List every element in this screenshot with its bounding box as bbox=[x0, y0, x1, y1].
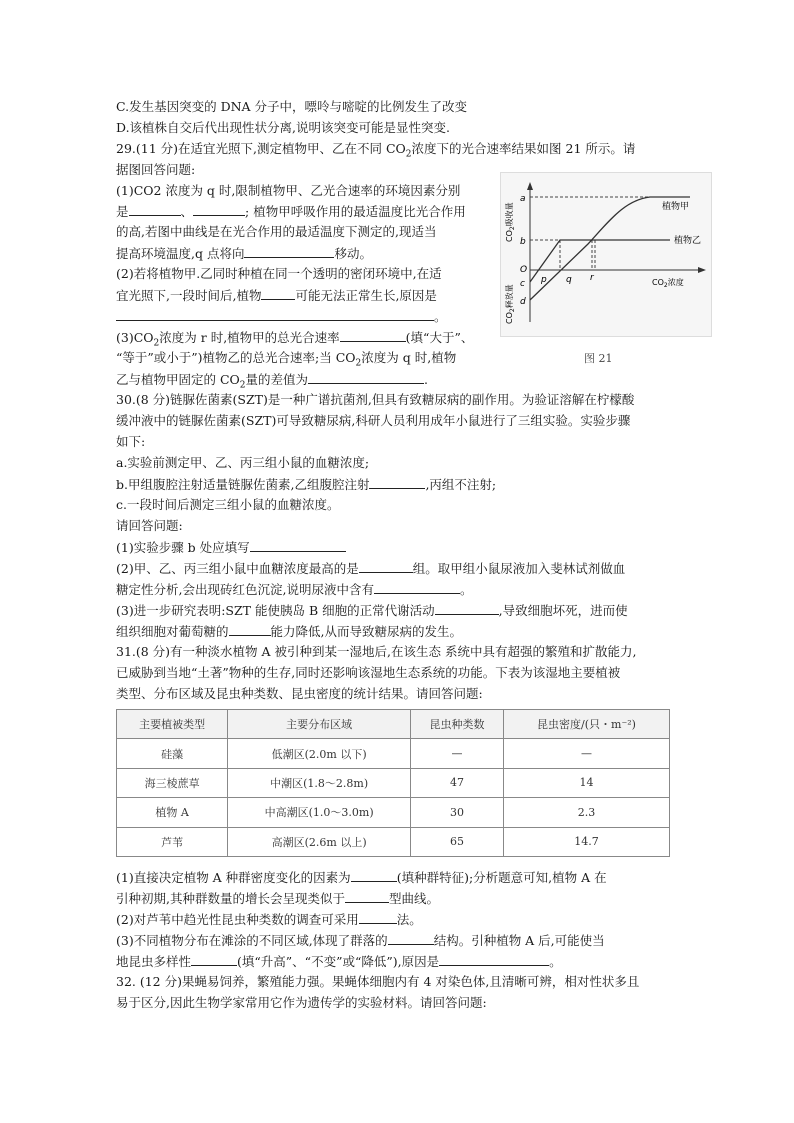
q31-3-line2 bbox=[116, 952, 562, 971]
q30-step-c bbox=[116, 496, 339, 514]
y-axis-bottom-label: CO bbox=[505, 312, 514, 324]
text: 提高环境温度,q 点将向 bbox=[116, 246, 245, 261]
subscript: 2 bbox=[153, 338, 160, 349]
x-axis-label: CO bbox=[652, 278, 664, 287]
text: 地昆虫多样性 bbox=[116, 954, 192, 969]
q32-line2 bbox=[116, 994, 487, 1012]
q30-step-a bbox=[116, 454, 369, 472]
text: ,丙组不注射; bbox=[425, 477, 497, 492]
q30-line2 bbox=[116, 412, 630, 430]
answer-blank[interactable] bbox=[435, 601, 499, 615]
answer-blank[interactable] bbox=[340, 328, 406, 342]
text: 浓度为 q 时,植物 bbox=[361, 350, 457, 365]
label-b: b bbox=[520, 237, 526, 247]
table-cell: 47 bbox=[410, 768, 503, 797]
text: (1)直接决定植物 A 种群密度变化的因素为 bbox=[116, 870, 351, 885]
text: “等于”或小于”)植物乙的总光合速率;当 CO bbox=[116, 350, 356, 365]
table-cell: 植物 A bbox=[117, 798, 228, 827]
label-o: O bbox=[520, 265, 528, 275]
table-cell: — bbox=[410, 739, 503, 768]
answer-blank[interactable] bbox=[229, 622, 271, 636]
answer-blank[interactable] bbox=[261, 286, 295, 300]
text: (1)CO2 浓度为 q 时,限制植物甲、乙光合速率的环境因素分别 bbox=[116, 183, 461, 198]
q30-step-b bbox=[116, 475, 496, 494]
subscript: 2 bbox=[355, 358, 362, 369]
label-plant-yi: 植物乙 bbox=[674, 236, 702, 246]
q29-title bbox=[116, 140, 635, 164]
q31-line3 bbox=[116, 685, 483, 703]
text: 糖定性分析,会出现砖红色沉淀,说明尿液中含有 bbox=[116, 582, 374, 597]
table-cell: 海三棱蔗草 bbox=[117, 768, 228, 797]
header-cell: 昆虫密度/(只・m⁻²) bbox=[503, 710, 669, 739]
table-cell: 65 bbox=[410, 827, 503, 856]
table-cell: 芦苇 bbox=[117, 827, 228, 856]
q29-2-line3 bbox=[116, 307, 447, 326]
q29-line2 bbox=[116, 161, 195, 179]
table-cell: 硅藻 bbox=[117, 739, 228, 768]
q30-1 bbox=[116, 538, 346, 557]
q29-1-line3 bbox=[116, 223, 436, 241]
text: (填“升高”、“不变”或“降低”),原因是 bbox=[237, 954, 440, 969]
text: 缓冲液中的链脲佐菌素(SZT)可导致糖尿病,科研人员利用成年小鼠进行了三组实验。实验步骤 bbox=[116, 413, 631, 428]
q30-line3 bbox=[116, 433, 145, 451]
text: 。 bbox=[434, 309, 447, 324]
y-axis-top-label: 吸收量 bbox=[505, 202, 514, 227]
text: 。 bbox=[549, 954, 562, 969]
text: c.一段时间后测定三组小鼠的血糖浓度。 bbox=[116, 497, 340, 512]
text: 31.(8 分)有一种淡水植物 A 被引种到某一湿地后,在该生态 系统中具有超强的繁殖和扩散能力, bbox=[116, 644, 637, 659]
table-cell: — bbox=[503, 739, 669, 768]
text: 能力降低,从而导致糖尿病的发生。 bbox=[270, 624, 462, 639]
subscript: 2 bbox=[239, 380, 246, 391]
table-cell: 14.7 bbox=[503, 827, 669, 856]
q29-1-line2 bbox=[116, 202, 466, 221]
answer-blank[interactable] bbox=[388, 931, 434, 945]
table-row bbox=[117, 768, 670, 797]
answer-blank[interactable] bbox=[439, 952, 549, 966]
vegetation-table bbox=[116, 709, 670, 857]
text: (3)进一步研究表明:SZT 能使胰岛 B 细胞的正常代谢活动 bbox=[116, 603, 435, 618]
answer-blank[interactable] bbox=[244, 244, 334, 258]
q29-2-line1 bbox=[116, 265, 442, 283]
answer-blank[interactable] bbox=[191, 952, 237, 966]
text: 宜光照下,一段时间后,植物 bbox=[116, 288, 262, 303]
table-cell: 中高潮区(1.0～3.0m) bbox=[228, 798, 411, 827]
text: 组织细胞对葡萄糖的 bbox=[116, 624, 229, 639]
answer-blank[interactable] bbox=[359, 559, 413, 573]
q32-line1 bbox=[116, 973, 639, 991]
y-axis-top-label: CO bbox=[505, 230, 514, 242]
q29-1-line4 bbox=[116, 244, 372, 263]
q30-line1 bbox=[116, 391, 634, 409]
text: 据图回答问题: bbox=[116, 162, 196, 177]
answer-blank[interactable] bbox=[129, 202, 181, 216]
label-q: q bbox=[566, 275, 572, 285]
q30-ask bbox=[116, 517, 183, 535]
table-cell: 14 bbox=[503, 768, 669, 797]
answer-blank[interactable] bbox=[374, 580, 460, 594]
text: C.发生基因突变的 DNA 分子中，嘌呤与嘧啶的比例发生了改变 bbox=[116, 99, 468, 114]
text: 如下: bbox=[116, 434, 146, 449]
text: 法。 bbox=[396, 912, 422, 927]
text: a.实验前测定甲、乙、丙三组小鼠的血糖浓度; bbox=[116, 455, 370, 470]
q30-2-line2 bbox=[116, 580, 472, 599]
text: (填“大于”、 bbox=[405, 330, 474, 345]
text: 类型、分布区域及昆虫种类数、昆虫密度的统计结果。请回答问题: bbox=[116, 686, 483, 701]
table-cell: 中潮区(1.8～2.8m) bbox=[228, 768, 411, 797]
answer-blank[interactable] bbox=[193, 202, 245, 216]
answer-blank[interactable] bbox=[345, 889, 389, 903]
text: (填种群特征);分析题意可知,植物 A 在 bbox=[396, 870, 607, 885]
answer-blank[interactable] bbox=[369, 475, 425, 489]
text: b.甲组腹腔注射适量链脲佐菌素,乙组腹腔注射 bbox=[116, 477, 370, 492]
label-plant-jia: 植物甲 bbox=[662, 202, 690, 212]
text: (2)若将植物甲.乙同时种植在同一个透明的密闭环境中,在适 bbox=[116, 266, 442, 281]
text: 乙与植物甲固定的 CO bbox=[116, 372, 240, 387]
text: 型曲线。 bbox=[388, 891, 439, 906]
table-cell: 低潮区(2.0m 以下) bbox=[228, 739, 411, 768]
text: 29.(11 分)在适宜光照下,测定植物甲、乙在不同 CO bbox=[116, 141, 406, 156]
text: 引种初期,其种群数量的增长会呈现类似于 bbox=[116, 891, 345, 906]
q29-3-line2 bbox=[116, 349, 456, 373]
q29-2-line2 bbox=[116, 286, 437, 305]
q31-line2 bbox=[116, 664, 620, 682]
text: 30.(8 分)链脲佐菌素(SZT)是一种广谱抗菌剂,但具有致糖尿病的副作用。为验证溶解在柠檬酸 bbox=[116, 392, 635, 407]
header-cell: 主要分布区域 bbox=[228, 710, 411, 739]
q31-1-line1 bbox=[116, 868, 607, 887]
q31-line1 bbox=[116, 643, 636, 661]
table-cell: 30 bbox=[410, 798, 503, 827]
text: 是 bbox=[116, 204, 129, 219]
header-cell: 主要植被类型 bbox=[117, 710, 228, 739]
text: ,导致细胞坏死，进而使 bbox=[498, 603, 628, 618]
table-row bbox=[117, 739, 670, 768]
text: (1)实验步骤 b 处应填写 bbox=[116, 540, 250, 555]
text: 请回答问题: bbox=[116, 518, 183, 533]
option-c bbox=[116, 98, 467, 116]
figure-21 bbox=[500, 172, 712, 337]
text: D.该植株自交后代出现性状分离,说明该突变可能是显性突变. bbox=[116, 120, 450, 135]
table-cell: 高潮区(2.6m 以上) bbox=[228, 827, 411, 856]
text: . bbox=[424, 372, 429, 387]
text: 可能无法正常生长,原因是 bbox=[295, 288, 437, 303]
header-cell: 昆虫种类数 bbox=[410, 710, 503, 739]
text: (2)对芦苇中趋光性昆虫种类数的调查可采用 bbox=[116, 912, 359, 927]
q29-1-line1 bbox=[116, 182, 460, 200]
q31-2 bbox=[116, 910, 422, 929]
text: (3)CO bbox=[116, 330, 154, 345]
text: 已威胁到当地“土著”物种的生存,同时还影响该湿地生态系统的功能。下表为该湿地主要植被 bbox=[116, 665, 621, 680]
q31-1-line2 bbox=[116, 889, 439, 908]
text: (3)不同植物分布在滩涂的不同区域,体现了群落的 bbox=[116, 933, 388, 948]
text: 32. (12 分)果蝇易饲养，繁殖能力强。果蝇体细胞内有 4 对染色体,且清晰可辨，相对性状多且 bbox=[116, 974, 640, 989]
option-d bbox=[116, 119, 450, 137]
subscript: 2 bbox=[663, 282, 668, 289]
text: 移动。 bbox=[334, 246, 372, 261]
text: 浓度为 r 时,植物甲的总光合速率 bbox=[159, 330, 340, 345]
x-axis-label: 浓度 bbox=[667, 278, 684, 287]
subscript: 2 bbox=[509, 226, 516, 231]
label-a: a bbox=[520, 194, 526, 204]
q31-3-line1 bbox=[116, 931, 605, 950]
text: 的高,若图中曲线是在光合作用的最适温度下测定的,现适当 bbox=[116, 224, 437, 239]
table-cell: 2.3 bbox=[503, 798, 669, 827]
table-header bbox=[117, 710, 670, 739]
text: 量的差值为 bbox=[245, 372, 309, 387]
label-c: c bbox=[520, 279, 525, 289]
text: 结构。引种植物 A 后,可能使当 bbox=[433, 933, 605, 948]
q30-3-line2 bbox=[116, 622, 462, 641]
table-row bbox=[117, 798, 670, 827]
text: (2)甲、乙、丙三组小鼠中血糖浓度最高的是 bbox=[116, 561, 359, 576]
text: ; 植物甲呼吸作用的最适温度比光合作用 bbox=[245, 204, 466, 219]
figure-caption: 图 21 bbox=[584, 352, 613, 365]
answer-blank[interactable] bbox=[359, 910, 397, 924]
text: 。 bbox=[459, 582, 473, 597]
text: 组。取甲组小鼠尿液加入斐林试剂做血 bbox=[412, 561, 626, 576]
text: 、 bbox=[180, 204, 194, 219]
label-d: d bbox=[520, 297, 526, 307]
table-row bbox=[117, 827, 670, 856]
subscript: 2 bbox=[405, 149, 412, 160]
q30-2-line1 bbox=[116, 559, 625, 578]
text: 易于区分,因此生物学家常用它作为遗传学的实验材料。请回答问题: bbox=[116, 995, 487, 1010]
subscript: 2 bbox=[509, 308, 516, 313]
answer-blank[interactable] bbox=[351, 868, 397, 882]
label-p: p bbox=[541, 275, 547, 285]
answer-blank[interactable] bbox=[116, 307, 434, 321]
label-r: r bbox=[590, 273, 594, 283]
answer-blank[interactable] bbox=[308, 370, 424, 384]
answer-blank[interactable] bbox=[250, 538, 346, 552]
y-axis-bottom-label: 释放量 bbox=[505, 284, 514, 309]
q30-3-line1 bbox=[116, 601, 628, 620]
text: 浓度下的光合速率结果如图 21 所示。请 bbox=[411, 141, 636, 156]
